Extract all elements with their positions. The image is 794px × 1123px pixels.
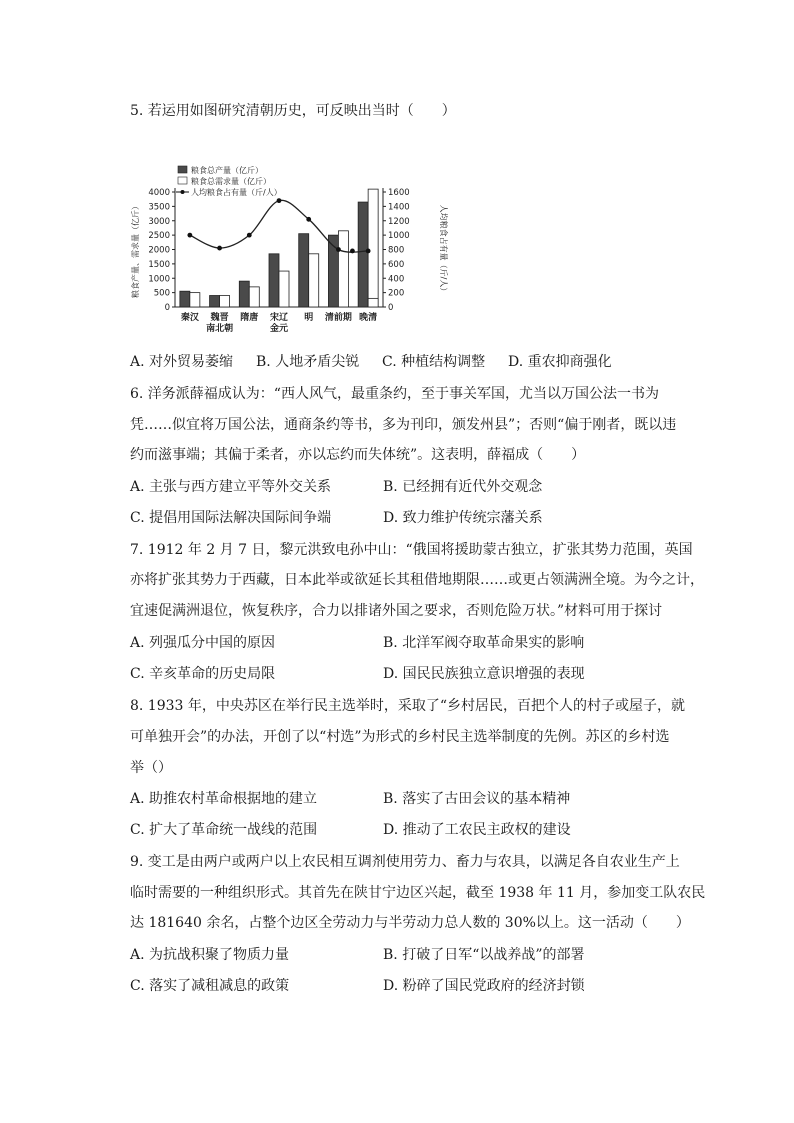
q6-option-a[interactable]: A. 主张与西方建立平等外交关系 xyxy=(130,479,332,495)
legend-production-swatch xyxy=(178,166,187,173)
category-label: 清前期 xyxy=(324,313,352,323)
q8-option-c[interactable]: C. 扩大了革命统一战线的范围 xyxy=(130,822,318,838)
legend-demand-swatch xyxy=(178,177,187,184)
q8-option-d[interactable]: D. 推动了工农民主政权的建设 xyxy=(383,822,571,838)
category-label: 秦汉 xyxy=(180,313,199,323)
legend-line-marker xyxy=(181,190,185,194)
production-bar xyxy=(269,254,279,307)
left-tick-label: 1500 xyxy=(148,259,170,270)
production-bar xyxy=(358,202,368,307)
q6-line-1: 6. 洋务派薛福成认为：“西人风气，最重条约，至于事关军国，尤当以万国公法一书为 xyxy=(130,386,659,402)
demand-bar xyxy=(249,287,259,307)
left-tick-label: 3500 xyxy=(148,202,170,213)
q6-line-3: 约而滋事端；其偏于柔者，亦以忘约而失体统”。这表明，薛福成（ ） xyxy=(130,447,586,463)
left-tick-label: 2000 xyxy=(148,245,170,256)
demand-bar xyxy=(368,189,378,307)
q5-stem: 5. 若运用如图研究清朝历史，可反映出当时（ ） xyxy=(130,103,456,119)
per-capita-point xyxy=(187,233,192,238)
category-label: 晚清 xyxy=(359,313,378,323)
q7-option-a[interactable]: A. 列强瓜分中国的原因 xyxy=(130,635,276,651)
right-tick-label: 800 xyxy=(388,245,405,256)
q6-option-c[interactable]: C. 提倡用国际法解决国际间争端 xyxy=(130,510,332,526)
per-capita-point xyxy=(217,246,222,251)
q9-option-c[interactable]: C. 落实了减租减息的政策 xyxy=(130,978,290,994)
left-tick-label: 1000 xyxy=(148,274,170,285)
q9-option-a[interactable]: A. 为抗战积聚了物质力量 xyxy=(130,947,290,963)
q8-option-b[interactable]: B. 落实了古田会议的基本精神 xyxy=(383,791,571,807)
demand-bar xyxy=(190,293,200,307)
left-tick-label: 0 xyxy=(164,303,170,313)
q9-option-b[interactable]: B. 打破了日军“以战养战”的部署 xyxy=(383,947,585,963)
left-tick-label: 4000 xyxy=(148,188,170,198)
right-tick-label: 400 xyxy=(388,274,405,285)
production-bar xyxy=(299,234,309,307)
q6-option-d[interactable]: D. 致力维护传统宗藩关系 xyxy=(383,510,543,526)
q5-option-b[interactable]: B. 人地矛盾尖锐 xyxy=(256,354,360,370)
per-capita-special-point xyxy=(350,249,355,254)
demand-bar xyxy=(279,271,289,307)
right-tick-label: 200 xyxy=(388,288,405,299)
per-capita-point xyxy=(306,217,311,222)
q9-line-2: 临时需要的一种组织形式。其首先在陕甘宁边区兴起，截至 1938 年 11 月，参加变工队农民 xyxy=(130,885,706,901)
right-tick-label: 1000 xyxy=(388,231,410,242)
q8-line-3: 举（） xyxy=(130,760,172,776)
q6-line-2: 凭……似宜将万国公法，通商条约等书，多为刊印，颁发州县”；否则“偏于刚者，既以违 xyxy=(130,417,677,433)
category-label: 宋辽 xyxy=(269,313,289,323)
right-tick-label: 1400 xyxy=(388,202,410,213)
left-axis-title: 粮食产量、需求量（亿斤） xyxy=(131,202,140,298)
legend-per-capita-label: 人均粮食占有量（斤/人） xyxy=(191,188,282,197)
q7-line-2: 亦将扩张其势力于西藏，日本此举或欲延长其租借地期限……或更占领满洲全境。为今之计， xyxy=(130,572,704,588)
per-capita-point xyxy=(336,247,341,252)
q8-option-a[interactable]: A. 助推农村革命根据地的建立 xyxy=(130,791,318,807)
per-capita-point xyxy=(247,233,252,238)
demand-bar xyxy=(338,231,348,307)
right-axis-title: 人均粮食占有量（斤/人） xyxy=(439,204,448,296)
left-tick-label: 3000 xyxy=(148,216,170,227)
q7-option-c[interactable]: C. 辛亥革命的历史局限 xyxy=(130,666,276,682)
category-label: 明 xyxy=(304,313,314,323)
legend-production-label: 粮食总产量（亿斤） xyxy=(191,166,263,175)
q7-line-1: 7. 1912 年 2 月 7 日，黎元洪致电孙中山：“俄国将援助蒙古独立，扩张其势力范围，英国 xyxy=(130,542,693,558)
category-label: 南北朝 xyxy=(206,324,234,334)
q8-line-2: 可单独开会”的办法，开创了以“村选”为形式的乡村民主选举制度的先例。苏区的乡村选 xyxy=(130,729,670,745)
right-tick-label: 0 xyxy=(388,303,394,313)
left-tick-label: 500 xyxy=(153,288,170,299)
demand-bar xyxy=(220,296,230,308)
right-tick-label: 1600 xyxy=(388,188,410,198)
q8-line-1: 8. 1933 年，中央苏区在举行民主选举时，采取了“乡村居民，百把个人的村子或屋子，就 xyxy=(130,698,686,714)
left-tick-label: 2500 xyxy=(148,231,170,242)
category-label: 隋唐 xyxy=(240,313,259,323)
per-capita-point xyxy=(277,198,282,203)
category-label: 魏晋 xyxy=(210,313,229,323)
legend-demand-label: 粮食总需求量（亿斤） xyxy=(191,177,271,186)
extra-hollow-bar xyxy=(368,298,378,307)
q9-line-1: 9. 变工是由两户或两户以上农民相互调剂使用劳力、畜力与农具，以满足各自农业生产上 xyxy=(130,854,680,870)
q5-option-a[interactable]: A. 对外贸易萎缩 xyxy=(130,354,234,370)
q7-option-b[interactable]: B. 北洋军阀夺取革命果实的影响 xyxy=(383,635,585,651)
category-label: 金元 xyxy=(269,324,289,334)
q5-option-d[interactable]: D. 重农抑商强化 xyxy=(508,354,612,370)
right-tick-label: 1200 xyxy=(388,216,410,227)
demand-bar xyxy=(309,254,319,307)
q7-option-d[interactable]: D. 国民民族独立意识增强的表现 xyxy=(383,666,585,682)
grain-chart-svg xyxy=(128,160,448,348)
q9-line-3: 达 181640 余名，占整个边区全劳动力与半劳动力总人数的 30%以上。这一活动（ ） xyxy=(130,915,690,931)
q6-option-b[interactable]: B. 已经拥有近代外交观念 xyxy=(383,479,543,495)
production-bar xyxy=(239,281,249,307)
q5-option-c[interactable]: C. 种植结构调整 xyxy=(382,354,486,370)
production-bar xyxy=(210,296,220,308)
right-tick-label: 600 xyxy=(388,259,405,270)
q7-line-3: 宜速促满洲退位，恢复秩序，合力以排诸外国之要求，否则危险万状。”材料可用于探讨 xyxy=(130,603,663,619)
per-capita-point xyxy=(366,249,371,254)
q9-option-d[interactable]: D. 粉碎了国民党政府的经济封锁 xyxy=(383,978,585,994)
production-bar xyxy=(180,291,190,307)
grain-chart xyxy=(128,160,448,348)
